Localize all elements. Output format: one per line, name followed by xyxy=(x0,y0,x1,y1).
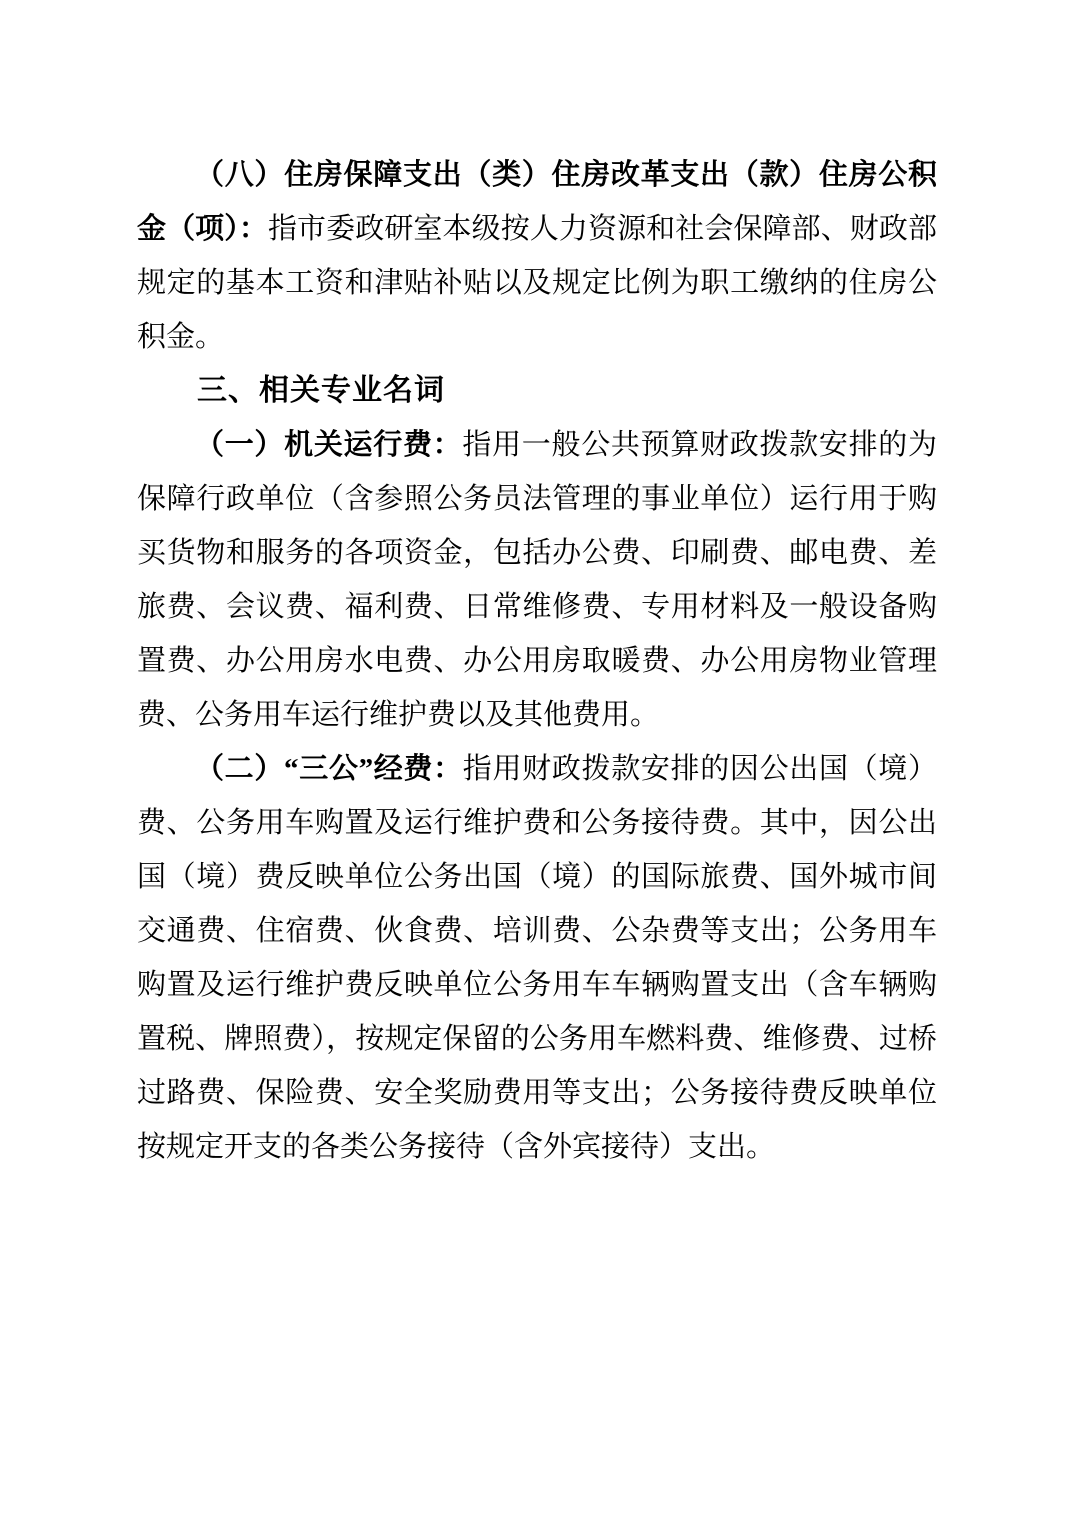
paragraph-three-public-expenses xyxy=(137,742,937,1174)
paragraph-three-public-expenses-lead: （二）“三公”经费： xyxy=(195,753,463,785)
paragraph-housing-fund xyxy=(137,148,937,364)
document-content xyxy=(137,148,937,1174)
section-heading-related-terms: 三、相关专业名词 xyxy=(197,374,445,407)
paragraph-agency-operating-cost-lead: （一）机关运行费： xyxy=(195,429,463,461)
paragraph-housing-fund-body: 指市委政研室本级按人力资源和社会保障部、财政部规定的基本工资和津贴补贴以及规定比例为职工缴纳的住房公积金。 xyxy=(137,213,937,353)
paragraph-agency-operating-cost xyxy=(137,418,937,742)
paragraph-agency-operating-cost-body: 指用一般公共预算财政拨款安排的为保障行政单位（含参照公务员法管理的事业单位）运行用于购买货物和服务的各项资金，包括办公费、印刷费、邮电费、差旅费、会议费、福利费、日常维修费、专用材料及一般设备购置费、办公用房水电费、办公用房取暖费、办公用房物业管理费、公务用车运行维护费以及其他费用。 xyxy=(137,429,937,731)
paragraph-housing-fund-lead: （八）住房保障支出（类）住房改革支出（款）住房公积金（项）： xyxy=(137,159,937,245)
paragraph-three-public-expenses-body: 指用财政拨款安排的因公出国（境）费、公务用车购置及运行维护费和公务接待费。其中，因公出国（境）费反映单位公务出国（境）的国际旅费、国外城市间交通费、住宿费、伙食费、培训费、公杂费等支出；公务用车购置及运行维护费反映单位公务用车车辆购置支出（含车辆购置税、牌照费），按规定保留的公务用车燃料费、维修费、过桥过路费、保险费、安全奖励费用等支出；公务接待费反映单位按规定开支的各类公务接待（含外宾接待）支出。 xyxy=(137,753,937,1163)
